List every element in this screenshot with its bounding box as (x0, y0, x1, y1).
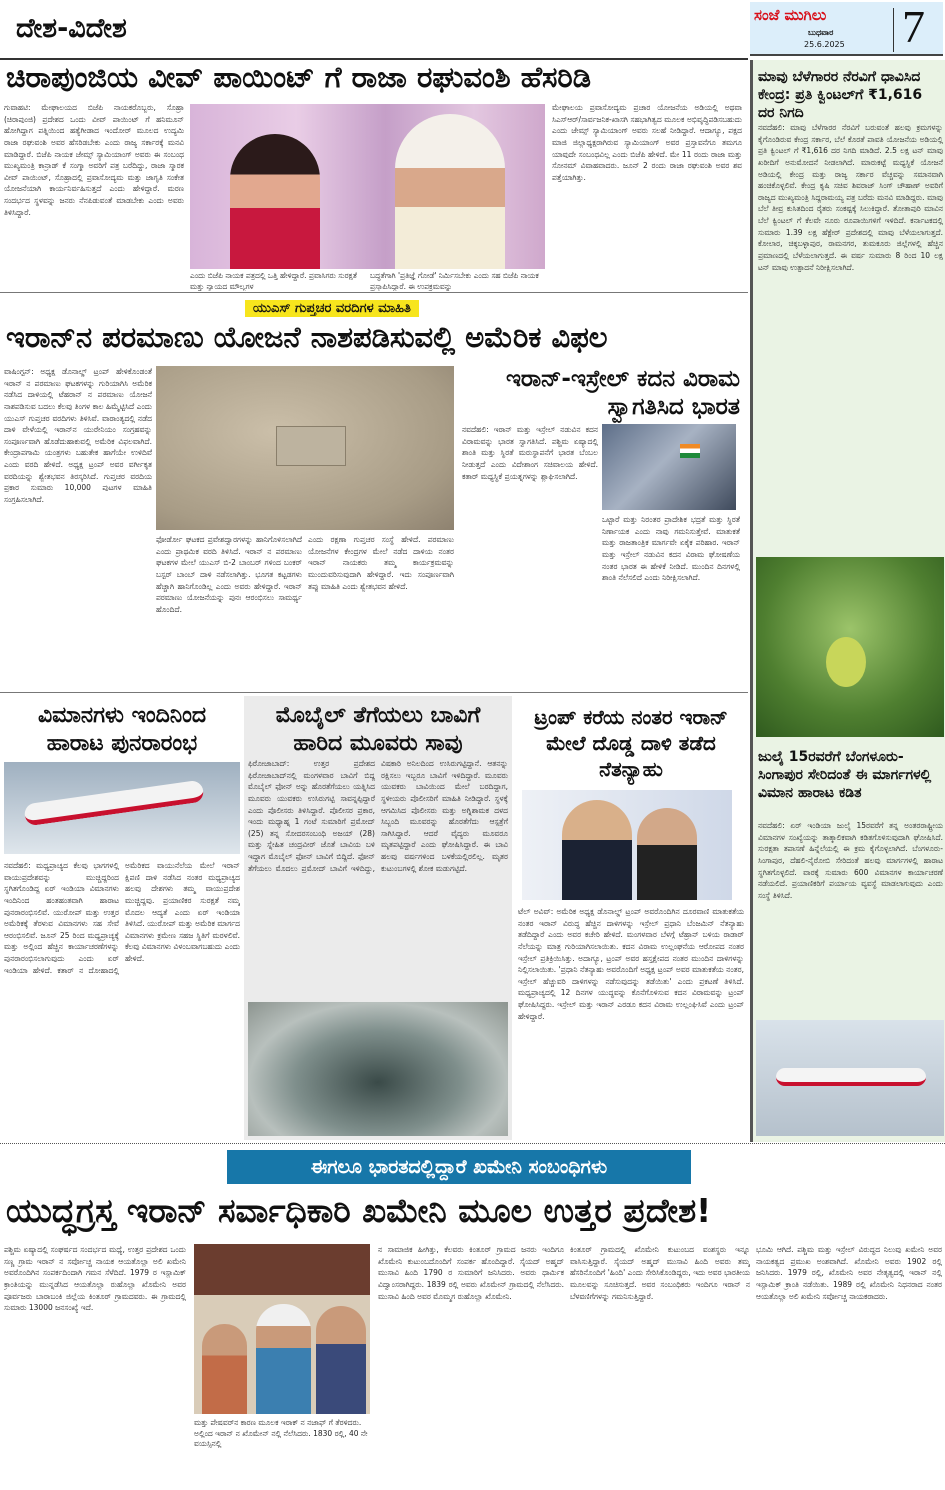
story3-col1: ನವದೆಹಲಿ: ಇರಾನ್ ಮತ್ತು ಇಸ್ರೇಲ್ ನಡುವಿನ ಕದನ ವಿರಾಮವನ್ನು ಭಾರತ ಸ್ವಾಗತಿಸಿದೆ. ಪಶ್ಚಿಮ ಏಷ್ಯಾದಲ್ಲಿ ಶಾಂತಿ ಮತ್ತು ಸ್ಥಿರತೆ ಮರುಸ್ಥಾಪನೆಗೆ ಭಾರತ ಬೆಂಬಲ ನೀಡುತ್ತದೆ ಎಂದು ವಿದೇಶಾಂಗ ಸಚಿವಾಲಯ ಹೇಳಿದೆ. ಕತಾರ್ ಮಧ್ಯಸ್ಥಿಕೆ ಪ್ರಯತ್ನಗಳನ್ನು ಶ್ಲಾಘಿಸಲಾಗಿದೆ. (462, 425, 598, 481)
story6-headline: ಟ್ರಂಪ್ ಕರೆಯ ನಂತರ ಇರಾನ್ ಮೇಲೆ ದೊಡ್ಡ ದಾಳಿ ತಡೆದ ನೆತನ್ಯಾಹು (534, 705, 728, 781)
khamenei-relatives-photo (194, 1244, 370, 1414)
divider (0, 692, 748, 693)
wedding-photo (190, 104, 545, 269)
mango-headline: ಮಾವು ಬೆಳೆಗಾರರ ನೆರವಿಗೆ ಧಾವಿಸಿದ ಕೇಂದ್ರ: ಪ್ರತಿ ಕ್ವಿಂಟಲ್‌ಗೆ ₹1,616 ದರ ನಿಗದಿ (758, 69, 923, 122)
story7-col3: ಕಿಂತೂರ್ ಗ್ರಾಮದಲ್ಲಿ ಖೊಮೇನಿ ಕುಟುಂಬದ ವಂಶಸ್ಥರು ಇನ್ನೂ ವಾಸಿಸುತ್ತಿದ್ದಾರೆ. ಸೈಯದ್ ಅಹ್ಮದ್ ಮುಸಾವಿ ಹಿಂದಿ ಅವರು ತಮ್ಮ ಹೆಸರಿನೊಂದಿಗೆ 'ಹಿಂದಿ' ಎಂದು ಸೇರಿಸಿಕೊಂಡಿದ್ದರು, ಇದು ಅವರ ಭಾರತೀಯ ಮೂಲವನ್ನು ಸೂಚಿಸುತ್ತದೆ. ಅವರ ಸಂಬಂಧಿಕರು ಇಂದಿಗೂ ಇರಾನ್ ನ ಬೆಳವಣಿಗೆಗಳನ್ನು ಗಮನಿಸುತ್ತಿದ್ದಾರೆ. (570, 1245, 750, 1301)
well-photo (248, 1002, 508, 1136)
flag (680, 444, 700, 458)
story5-box (244, 696, 512, 1140)
divider (893, 8, 894, 52)
story1-col3: ಮೇಘಾಲಯ ಪ್ರವಾಸೋದ್ಯಮ ಪ್ರಚಾರ ಯೋಜನೆಯ ಅಡಿಯಲ್ಲಿ ಅಥವಾ ಸಿಎಸ್ಆರ್/ಸಾರ್ವಜನಿಕ-ಖಾಸಗಿ ಸಹಭಾಗಿತ್ವದ ಮೂಲಕ ಅಭಿವೃದ್ಧಿಪಡಿಸಬಹುದು ಎಂದು ಜೇಮ್ಸ್ ಸ್ಯಾಮಿಯಾಂಗ್ ಅವರು ಸಲಹೆ ನೀಡಿದ್ದಾರೆ. ಆದಾಗ್ಯೂ, ಪಕ್ಷದ ಮಾಜಿ ಜಿಲ್ಲಾಧ್ಯಕ್ಷರಾಗಿರುವ ಸ್ಯಾಮಿಯಾಂಗ್ ಅವರ ಪ್ರಸ್ತಾವನೆಗೂ ತಮಗೂ ಯಾವುದೇ ಸಂಬಂಧವಿಲ್ಲ ಎಂದು ಬಿಜೆಪಿ ಹೇಳಿದೆ. ಮೇ 11 ರಂದು ರಾಜಾ ಮತ್ತು ಸೋನಮ್ ವಿವಾಹವಾದರು. ಜೂನ್ 2 ರಂದು ರಾಜಾ ರಘುವಂಶಿ ಅವರ ಶವ ಪತ್ತೆಯಾಗಿತ್ತು. (552, 103, 742, 182)
logo: ಸಂಜೆ ಮುಗಿಲು (754, 6, 827, 24)
story1-caption-2: ಬದ್ಧತೆಗಾಗಿ 'ಪ್ರತಿಜ್ಞೆ ಗೋಡೆ' ನಿರ್ಮಿಸಬೇಕು ಎಂದು ಸಹ ಬಿಜೆಪಿ ನಾಯಕ ಪ್ರಸ್ತಾಪಿಸಿದ್ದಾರೆ. ಈ ಉಪಕ್ರಮವನ್ನು (370, 271, 539, 291)
story7-headline: ಯುದ್ಧಗ್ರಸ್ತ ಇರಾನ್ ಸರ್ವಾಧಿಕಾರಿ ಖಮೇನಿ ಮೂಲ ಉತ್ತರ ಪ್ರದೇಶ! (6, 1191, 712, 1230)
mango-body: ನವದೆಹಲಿ: ಮಾವು ಬೆಳೆಗಾರರ ನೆರವಿಗೆ ಬರುವಂತೆ ಹಲವು ಕ್ರಮಗಳನ್ನು ಕೈಗೊಂಡಿರುವ ಕೇಂದ್ರ ಸರ್ಕಾರ, ಬೆಲೆ ಕೊರತೆ ಪಾವತಿ ಯೋಜನೆಯ ಅಡಿಯಲ್ಲಿ ಪ್ರತಿ ಕ್ವಿಂಟಲ್ ಗೆ ₹1,616 ದರ ನಿಗದಿ ಮಾಡಿದೆ. 2.5 ಲಕ್ಷ ಟನ್ ಮಾವು ಖರೀದಿಗೆ ಅನುಮೋದನೆ ನೀಡಲಾಗಿದೆ. ಮಾರುಕಟ್ಟೆ ಮಧ್ಯಸ್ಥಿಕೆ ಯೋಜನೆ ಅಡಿಯಲ್ಲಿ ಕೇಂದ್ರ ಮತ್ತು ರಾಜ್ಯ ಸರ್ಕಾರ ವೆಚ್ಚವನ್ನು ಸಮಾನವಾಗಿ ಹಂಚಿಕೊಳ್ಳಲಿವೆ. ಕೇಂದ್ರ ಕೃಷಿ ಸಚಿವ ಶಿವರಾಜ್ ಸಿಂಗ್ ಚೌಹಾಣ್ ಅವರಿಗೆ ರಾಜ್ಯದ ಮುಖ್ಯಮಂತ್ರಿ ಸಿದ್ದರಾಮಯ್ಯ ಪತ್ರ ಬರೆದು ಮನವಿ ಮಾಡಿದ್ದರು. ಮಾವು ಬೆಲೆ ತೀವ್ರ ಕುಸಿತದಿಂದ ರೈತರು ಸಂಕಷ್ಟಕ್ಕೆ ಸಿಲುಕಿದ್ದಾರೆ. ತೋತಾಪುರಿ ಮಾವಿನ ಬೆಲೆ ಕ್ವಿಂಟಲ್ ಗೆ ಕೆಲವೇ ನೂರು ರೂಪಾಯಿಗಳಿಗೆ ಇಳಿದಿದೆ. ಕರ್ನಾಟಕದಲ್ಲಿ ಸುಮಾರು 1.39 ಲಕ್ಷ ಹೆಕ್ಟೇರ್ ಪ್ರದೇಶದಲ್ಲಿ ಮಾವು ಬೆಳೆಯಲಾಗುತ್ತದೆ. ಕೋಲಾರ, ಚಿಕ್ಕಬಳ್ಳಾಪುರ, ರಾಮನಗರ, ತುಮಕೂರು ಜಿಲ್ಲೆಗಳಲ್ಲಿ ಹೆಚ್ಚಿನ ಪ್ರಮಾಣದಲ್ಲಿ ಬೆಳೆಯಲಾಗುತ್ತದೆ. ಈ ವರ್ಷ ಸುಮಾರು 8 ರಿಂದ 10 ಲಕ್ಷ ಟನ್ ಮಾವು ಉತ್ಪಾದನೆ ನಿರೀಕ್ಷಿಸಲಾಗಿದೆ. (758, 123, 943, 272)
story1-headline: ಚಿರಾಪುಂಜಿಯ ವೀವ್ ಪಾಯಿಂಟ್ ಗೆ ರಾಜಾ ರಘುವಂಶಿ ಹೆಸರಿಡಿ (6, 60, 592, 94)
air-india-flight-photo (4, 762, 240, 854)
story2-kicker: ಯುಎಸ್ ಗುಪ್ತಚರ ವರದಿಗಳ ಮಾಹಿತಿ (245, 300, 419, 317)
person (202, 1324, 247, 1414)
divider (0, 1143, 945, 1145)
satellite-image (156, 366, 454, 530)
story7-caption: ಮತ್ತು ಪೇಷವರ್‌ನ ಕಾರಣ ಮೂಲಕ ಇರಾಕ್ ನ ನಜಾಫ್ ಗೆ ತೆರಳಿದರು. ಅಲ್ಲಿಂದ ಇರಾನ್ ನ ಖೊಮೇನ್ ನಲ್ಲಿ ನೆಲೆಸಿದರು. 1830 ರಲ್ಲಿ, 40 ನೇ ವಯಸ್ಸಿನಲ್ಲಿ (194, 1418, 368, 1448)
story2-col1: ವಾಷಿಂಗ್ಟನ್: ಅಧ್ಯಕ್ಷ ಡೊನಾಲ್ಡ್ ಟ್ರಂಪ್ ಹೇಳಿಕೊಂಡಂತೆ ಇರಾನ್ ನ ಪರಮಾಣು ಘಟಕಗಳನ್ನು ಗುರಿಯಾಗಿಸಿ ಅಮೆರಿಕ ನಡೆಸಿದ ದಾಳಿಯಲ್ಲಿ ಟೆಹರಾನ್ ನ ಪರಮಾಣು ಯೋಜನೆ ನಾಶಪಡಿಸುವ ಬದಲು ಕೆಲವು ತಿಂಗಳ ಕಾಲ ಹಿಮ್ಮೆಟ್ಟಿಸಿದೆ ಎಂದು ಯುಎಸ್ ಗುಪ್ತಚರ ವರದಿಗಳು ತಿಳಿಸಿವೆ. ವಾರಾಂತ್ಯದಲ್ಲಿ ನಡೆದ ದಾಳಿ ವೇಳೆಯಲ್ಲಿ ಇರಾನ್‌ನ ಯುರೇನಿಯಂ ಸಂಗ್ರಹವನ್ನು ಸಂಪೂರ್ಣವಾಗಿ ಹೊಡೆದುಹಾಕುವಲ್ಲಿ ಅಮೆರಿಕ ವಿಫಲವಾಗಿದೆ. ಕೇಂದ್ರಾಪಗಾಮಿ ಯಂತ್ರಗಳು ಬಹುತೇಕ ಹಾಗೆಯೇ ಉಳಿದಿವೆ ಎಂದು ವರದಿ ಹೇಳಿದೆ. ಅಧ್ಯಕ್ಷ ಟ್ರಂಪ್ ಅವರ ವರ್ಗೀಕೃತ ವರದಿಯನ್ನು ಶ್ವೇತಭವನ ತಿರಸ್ಕರಿಸಿದೆ. ಗುಪ್ತಚರ ವರದಿಯ ಪ್ರಕಾರ ಸುಮಾರು 10,000 ಪುಟಗಳ ಮಾಹಿತಿ ಸಂಗ್ರಹಿಸಲಾಗಿದೆ. (4, 367, 152, 504)
person (316, 1306, 366, 1414)
story4-headline: ವಿಮಾನಗಳು ಇಂದಿನಿಂದ ಹಾರಾಟ ಪುನರಾರಂಭ (37, 703, 207, 756)
plane (23, 780, 204, 827)
mangoes (826, 637, 866, 687)
story2-col3: ಎಂದು ರಕ್ಷಣಾ ಗುಪ್ತಚರ ಸಂಸ್ಥೆ ಹೇಳಿದೆ. ಪರಮಾಣು ಯೋಜನೆಗಳ ಕೇಂದ್ರಗಳ ಮೇಲೆ ನಡೆದ ದಾಳಿಯ ನಂತರ ಇರಾನ್ ನಾಯಕರು ತಮ್ಮ ಕಾರ್ಯಕ್ರಮವನ್ನು ಮುಂದುವರಿಸುವುದಾಗಿ ಹೇಳಿದ್ದಾರೆ. ಇದು ಸಂಪೂರ್ಣವಾಗಿ ತಪ್ಪು ಮಾಹಿತಿ ಎಂದು ಶ್ವೇತಭವನ ಹೇಳಿದೆ. (308, 535, 454, 591)
story5-body: ಫಿರೋಜಾಬಾದ್: ಉತ್ತರ ಪ್ರದೇಶದ ಫಿರೋಜಾಬಾದ್‌ನಲ್ಲಿ ಮಂಗಳವಾರ ಬಾವಿಗೆ ಬಿದ್ದ ಮೊಬೈಲ್ ಫೋನ್ ಅನ್ನು ಹೊರತೆಗೆಯಲು ಯತ್ನಿಸಿದ ಮೂವರು ಯುವಕರು ಉಸಿರುಗಟ್ಟಿ ಸಾವನ್ನಪ್ಪಿದ್ದಾರೆ ಎಂದು ಪೊಲೀಸರು ತಿಳಿಸಿದ್ದಾರೆ. ಪೊಲೀಸರ ಪ್ರಕಾರ, ಇಂದು ಮಧ್ಯಾಹ್ನ 1 ಗಂಟೆ ಸುಮಾರಿಗೆ ಪ್ರಮೋದ್ (25) ತನ್ನ ಸೋದರಸಂಬಂಧಿ ಅಜಯ್ (28) ಮತ್ತು ಸ್ನೇಹಿತ ಚಂದ್ರವೀರ್ ಜೊತೆ ಬಾವಿಯ ಬಳಿ ಇದ್ದಾಗ ಮೊಬೈಲ್ ಫೋನ್ ಬಾವಿಗೆ ಬಿದ್ದಿದೆ. ಫೋನ್ ತೆಗೆಯಲು ಮೊದಲು ಪ್ರಮೋದ್ ಬಾವಿಗೆ ಇಳಿದಿದ್ದು, ವಿಷಕಾರಿ ಅನಿಲದಿಂದ ಉಸಿರುಗಟ್ಟಿದ್ದಾನೆ. ಆತನನ್ನು ರಕ್ಷಿಸಲು ಇಬ್ಬರೂ ಬಾವಿಗೆ ಇಳಿದಿದ್ದಾರೆ. ಮೂವರು ಯುವಕರು ಬಾವಿಯಿಂದ ಮೇಲೆ ಬರದಿದ್ದಾಗ, ಸ್ಥಳೀಯರು ಪೊಲೀಸರಿಗೆ ಮಾಹಿತಿ ನೀಡಿದ್ದಾರೆ. ಸ್ಥಳಕ್ಕೆ ಆಗಮಿಸಿದ ಪೊಲೀಸರು ಮತ್ತು ಅಗ್ನಿಶಾಮಕ ದಳದ ಸಿಬ್ಬಂದಿ ಮೂವರನ್ನು ಹೊರತೆಗೆದು ಆಸ್ಪತ್ರೆಗೆ ಸಾಗಿಸಿದ್ದಾರೆ. ಆದರೆ ವೈದ್ಯರು ಮೂವರೂ ಮೃತಪಟ್ಟಿದ್ದಾರೆ ಎಂದು ಘೋಷಿಸಿದ್ದಾರೆ. ಈ ಬಾವಿ ಹಲವು ವರ್ಷಗಳಿಂದ ಬಳಕೆಯಲ್ಲಿರಲಿಲ್ಲ. ಮೃತರ ಕುಟುಂಬಗಳಲ್ಲಿ ಶೋಕ ಮಡುಗಟ್ಟಿದೆ. (248, 759, 508, 873)
section-title: ದೇಶ-ವಿದೇಶ (16, 13, 127, 44)
groom-figure (395, 114, 505, 269)
story3-headline: ಇರಾನ್-ಇಸ್ರೇಲ್ ಕದನ ವಿರಾಮ ಸ್ವಾಗತಿಸಿದ ಭಾರತ (505, 366, 740, 420)
person (256, 1304, 311, 1414)
story4-body: ನವದೆಹಲಿ: ಮಧ್ಯಪ್ರಾಚ್ಯದ ಕೆಲವು ಭಾಗಗಳಲ್ಲಿ ವಾಯುಪ್ರದೇಶವನ್ನು ಮುಚ್ಚಿದ್ದರಿಂದ ಸ್ಥಗಿತಗೊಂಡಿದ್ದ ಏರ್ ಇಂಡಿಯಾ ವಿಮಾನಗಳು ಇಂದಿನಿಂದ ಹಂತಹಂತವಾಗಿ ಹಾರಾಟ ಪುನರಾರಂಭಿಸಲಿವೆ. ಯುರೋಪ್ ಮತ್ತು ಉತ್ತರ ಅಮೆರಿಕಕ್ಕೆ ತೆರಳುವ ವಿಮಾನಗಳು ಸಹ ಸೇವೆ ಆರಂಭಿಸಲಿವೆ. ಜೂನ್ 25 ರಿಂದ ಮಧ್ಯಪ್ರಾಚ್ಯಕ್ಕೆ ಮತ್ತು ಅಲ್ಲಿಂದ ಹೆಚ್ಚಿನ ಕಾರ್ಯಾಚರಣೆಗಳನ್ನು ಪುನರಾರಂಭಿಸಲಾಗುವುದು ಎಂದು ಏರ್ ಇಂಡಿಯಾ ಹೇಳಿದೆ. ಕತಾರ್ ನ ದೋಹಾದಲ್ಲಿ ಅಮೆರಿಕದ ವಾಯುನೆಲೆಯ ಮೇಲೆ ಇರಾನ್ ಕ್ಷಿಪಣಿ ದಾಳಿ ನಡೆಸಿದ ನಂತರ ಮಧ್ಯಪ್ರಾಚ್ಯದ ಹಲವು ದೇಶಗಳು ತಮ್ಮ ವಾಯುಪ್ರದೇಶ ಮುಚ್ಚಿದ್ದವು. ಪ್ರಯಾಣಿಕರ ಸುರಕ್ಷತೆ ನಮ್ಮ ಮೊದಲ ಆದ್ಯತೆ ಎಂದು ಏರ್ ಇಂಡಿಯಾ ತಿಳಿಸಿದೆ. ಯುರೋಪ್ ಮತ್ತು ಅಮೆರಿಕ ಮಾರ್ಗದ ವಿಮಾನಗಳು ಕ್ರಮೇಣ ಸಹಜ ಸ್ಥಿತಿಗೆ ಮರಳಲಿವೆ. ಕೆಲವು ವಿಮಾನಗಳು ವಿಳಂಬವಾಗಬಹುದು ಎಂದು ಹೇಳಿದೆ. (4, 861, 240, 975)
story5-headline: ಮೊಬೈಲ್ ತೆಗೆಯಲು ಬಾವಿಗೆ ಹಾರಿದ ಮೂವರು ಸಾವು (275, 703, 481, 756)
bride-figure (230, 134, 320, 269)
story3-col2: ಒಟ್ಟಾರೆ ಮತ್ತು ನಿರಂತರ ಪ್ರಾದೇಶಿಕ ಭದ್ರತೆ ಮತ್ತು ಸ್ಥಿರತೆ ನಿರ್ಣಾಯಕ ಎಂದು ನಾವು ಗಮನಿಸುತ್ತೇವೆ. ಮಾತುಕತೆ ಮತ್ತು ರಾಜತಾಂತ್ರಿಕ ಮಾರ್ಗವೇ ಏಕೈಕ ಪರಿಹಾರ. ಇರಾನ್ ಮತ್ತು ಇಸ್ರೇಲ್ ನಡುವಿನ ಕದನ ವಿರಾಮ ಘೋಷಣೆಯ ನಂತರ ಭಾರತ ಈ ಹೇಳಿಕೆ ನೀಡಿದೆ. ಮುಂದಿನ ದಿನಗಳಲ್ಲಿ ಶಾಂತಿ ನೆಲೆಸಲಿದೆ ಎಂದು ನಿರೀಕ್ಷಿಸಲಾಗಿದೆ. (602, 515, 740, 583)
story7-col4: ಭೂಮಿ ಆಗಿದೆ. ಪಶ್ಚಿಮ ಮತ್ತು ಇಸ್ರೇಲ್ ವಿರುದ್ಧದ ನಿಲುವು ಖಮೇನಿ ಅವರ ನಾಯಕತ್ವದ ಪ್ರಮುಖ ಅಂಶವಾಗಿದೆ. ಖೊಮೇನಿ ಅವರು 1902 ರಲ್ಲಿ ಜನಿಸಿದರು. 1979 ರಲ್ಲಿ, ಖೊಮೇನಿ ಅವರ ನೇತೃತ್ವದಲ್ಲಿ ಇರಾನ್ ನಲ್ಲಿ ಇಸ್ಲಾಮಿಕ್ ಕ್ರಾಂತಿ ನಡೆಯಿತು. 1989 ರಲ್ಲಿ ಖೊಮೇನಿ ನಿಧನರಾದ ನಂತರ ಆಯತೊಲ್ಲಾ ಅಲಿ ಖಮೇನಿ ಸರ್ವೋಚ್ಚ ನಾಯಕರಾದರು. (756, 1245, 942, 1301)
date: 25.6.2025 (804, 40, 845, 49)
plane (776, 1068, 926, 1086)
facility (276, 426, 346, 466)
story7-col1: ಪಶ್ಚಿಮ ಏಷ್ಯಾದಲ್ಲಿ ಸಂಘರ್ಷದ ಸಂದರ್ಭದ ಮಧ್ಯೆ, ಉತ್ತರ ಪ್ರದೇಶದ ಒಂದು ಸಣ್ಣ ಗ್ರಾಮ ಇರಾನ್ ನ ಸರ್ವೋಚ್ಚ ನಾಯಕ ಆಯತೊಲ್ಲಾ ಅಲಿ ಖಮೇನಿ ಅವರೊಂದಿಗಿನ ಸಂಪರ್ಕದಿಂದಾಗಿ ಗಮನ ಸೆಳೆದಿದೆ. 1979 ರ ಇಸ್ಲಾಮಿಕ್ ಕ್ರಾಂತಿಯನ್ನು ಮುನ್ನಡೆಸಿದ ಆಯತೊಲ್ಲಾ ರುಹೊಲ್ಲಾ ಖೊಮೇನಿ ಅವರ ಪೂರ್ವಜರು ಬಾರಾಬಂಕಿ ಜಿಲ್ಲೆಯ ಕಿಂತೂರ್ ಗ್ರಾಮದವರು. ಈ ಗ್ರಾಮದಲ್ಲಿ ಸುಮಾರು 13000 ಜನಸಂಖ್ಯೆ ಇದೆ. (4, 1245, 186, 1313)
evacuees-photo (602, 424, 736, 510)
story1-caption-1: ಎಂದು ಬಿಜೆಪಿ ನಾಯಕ ಪತ್ರದಲ್ಲಿ ಒತ್ತಿ ಹೇಳಿದ್ದಾರೆ. ಪ್ರವಾಸಿಗರು ಸುರಕ್ಷತೆ ಮತ್ತು ನ್ಯಾಯದ ಮೌಲ್ಯಗಳ (190, 271, 357, 291)
story7-banner: ಈಗಲೂ ಭಾರತದಲ್ಲಿದ್ದಾರೆ ಖಮೇನಿ ಸಂಬಂಧಿಗಳು (227, 1150, 691, 1184)
trump-netanyahu-photo (522, 790, 732, 900)
story1-col1: ಗುವಾಹಟಿ: ಮೇಘಾಲಯದ ಬಿಜೆಪಿ ನಾಯಕರೊಬ್ಬರು, ಸೊಹ್ರಾ (ಚಿರಾಪುಂಜಿ) ಪ್ರದೇಶದ ಒಂದು ವೀವ್ ಪಾಯಿಂಟ್ ಗೆ ಹನಿಮೂನ್ ಹೋಗಿದ್ದಾಗ ಪತ್ನಿಯಿಂದ ಹತ್ಯೆಗೀಡಾದ ಇಂದೋರ್ ಮೂಲದ ಉದ್ಯಮಿ ರಾಜಾ ರಘುವಂಶಿ ಅವರ ಹೆಸರಿಡಬೇಕು ಎಂದು ರಾಜ್ಯ ಸರ್ಕಾರಕ್ಕೆ ಮನವಿ ಮಾಡಿದ್ದಾರೆ. ಬಿಜೆಪಿ ನಾಯಕ ಜೇಮ್ಸ್ ಸ್ಯಾಮಿಯಾಂಗ್ ಅವರು ಈ ಸಂಬಂಧ ಮುಖ್ಯಮಂತ್ರಿ ಕಾನ್ರಾಡ್ ಕೆ ಸಂಗ್ಮಾ ಅವರಿಗೆ ಪತ್ರ ಬರೆದಿದ್ದು, ರಾಜಾ ಸ್ಮಾರಕ ವೀವ್ ಪಾಯಿಂಟ್, ಸೊಹ್ರಾದಲ್ಲಿ ಪ್ರವಾಸೋದ್ಯಮ ಮತ್ತು ಜಾಗೃತಿ ಸಂಕೇತ ಯೋಜನೆಯಾಗಿ ಕಾರ್ಯನಿರ್ವಹಿಸುತ್ತದೆ ಎಂದು ಹೇಳಿದ್ದಾರೆ. ಮರಣ ಸಂದರ್ಭದ ಸ್ಥಳವನ್ನು ಜನರು ನೆನಪಿಡುವಂತೆ ಮಾಡಬೇಕು ಎಂದು ಅವರು ತಿಳಿಸಿದ್ದಾರೆ. (4, 103, 184, 217)
mango-tree-photo (756, 557, 944, 737)
divider (0, 292, 748, 293)
air-india-plane-photo (756, 1020, 944, 1136)
day: ಬುಧವಾರ (808, 28, 834, 37)
flight-cut-headline: ಜುಲೈ 15ರವರೆಗೆ ಬೆಂಗಳೂರು-ಸಿಂಗಾಪುರ ಸೇರಿದಂತೆ ಈ ಮಾರ್ಗಗಳಲ್ಲಿ ವಿಮಾನ ಹಾರಾಟ ಕಡಿತ (758, 749, 932, 802)
flight-cut-body: ನವದೆಹಲಿ: ಏರ್ ಇಂಡಿಯಾ ಜುಲೈ 15ರವರೆಗೆ ತನ್ನ ಅಂತರರಾಷ್ಟ್ರೀಯ ವಿಮಾನಗಳ ಸಂಖ್ಯೆಯನ್ನು ತಾತ್ಕಾಲಿಕವಾಗಿ ಕಡಿತಗೊಳಿಸುವುದಾಗಿ ಘೋಷಿಸಿದೆ. ಸುರಕ್ಷತಾ ತಪಾಸಣೆ ಹಿನ್ನೆಲೆಯಲ್ಲಿ ಈ ಕ್ರಮ ಕೈಗೊಳ್ಳಲಾಗಿದೆ. ಬೆಂಗಳೂರು-ಸಿಂಗಾಪುರ, ದೆಹಲಿ-ನೈರೋಬಿ ಸೇರಿದಂತೆ ಹಲವು ಮಾರ್ಗಗಳಲ್ಲಿ ಹಾರಾಟ ಸ್ಥಗಿತಗೊಳ್ಳಲಿದೆ. ವಾರಕ್ಕೆ ಸುಮಾರು 600 ವಿಮಾನಗಳ ಕಾರ್ಯಾಚರಣೆ ನಡೆಯಲಿದೆ. ಪ್ರಯಾಣಿಕರಿಗೆ ಪರ್ಯಾಯ ವ್ಯವಸ್ಥೆ ಮಾಡಲಾಗುವುದು ಎಂದು ಸಂಸ್ಥೆ ತಿಳಿಸಿದೆ. (758, 821, 943, 900)
page-number: 7 (902, 1, 925, 52)
story7-col2: ನ ಸಾಮಾಜಿಕ ಹೀಗಿತ್ತು, ಕೆಲವರು ಕಿಂತೂರ್ ಗ್ರಾಮದ ಜನರು ಇಂದಿಗೂ ಖೊಮೇನಿ ಕುಟುಂಬದೊಂದಿಗೆ ಸಂಪರ್ಕ ಹೊಂದಿದ್ದಾರೆ. ಸೈಯದ್ ಅಹ್ಮದ್ ಮುಸಾವಿ ಹಿಂದಿ 1790 ರ ಸುಮಾರಿಗೆ ಜನಿಸಿದರು. ಅವರು ಧಾರ್ಮಿಕ ವಿದ್ವಾಂಸರಾಗಿದ್ದರು. 1839 ರಲ್ಲಿ ಅವರು ಖೊಮೇನ್ ಗ್ರಾಮದಲ್ಲಿ ನೆಲೆಸಿದರು. ಮುಸಾವಿ ಹಿಂದಿ ಅವರ ಮೊಮ್ಮಗ ರುಹೊಲ್ಲಾ ಖೊಮೇನಿ. (378, 1245, 564, 1301)
person-right (637, 808, 697, 900)
person-left (562, 800, 632, 900)
story2-col2: ಫೋರ್ಡೋ ಘಟಕದ ಪ್ರವೇಶದ್ವಾರಗಳನ್ನು ಹಾನಿಗೊಳಿಸಲಾಗಿದೆ ಎಂದು ಪ್ರಾಥಮಿಕ ವರದಿ ತಿಳಿಸಿದೆ. ಇರಾನ್ ನ ಪರಮಾಣು ಘಟಕಗಳ ಮೇಲೆ ಯುಎಸ್ ಬಿ-2 ಬಾಂಬರ್ ಗಳಿಂದ ಬಂಕರ್ ಬಸ್ಟರ್ ಬಾಂಬ್ ದಾಳಿ ನಡೆಸಲಾಗಿತ್ತು. ಭೂಗತ ಕಟ್ಟಡಗಳು ಹೆಚ್ಚಾಗಿ ಹಾನಿಗೊಂಡಿಲ್ಲ ಎಂದು ಅವರು ಹೇಳಿದ್ದಾರೆ. ಇರಾನ್ ಪರಮಾಣು ಯೋಜನೆಯನ್ನು ಪುನಃ ಆರಂಭಿಸಲು ಸಾಮರ್ಥ್ಯ ಹೊಂದಿದೆ. (156, 535, 302, 614)
masthead (750, 2, 943, 56)
story2-headline: ಇರಾನ್‌ನ ಪರಮಾಣು ಯೋಜನೆ ನಾಶಪಡಿಸುವಲ್ಲಿ ಅಮೆರಿಕ ವಿಫಲ (6, 320, 608, 354)
sidebar (750, 60, 945, 1142)
story6-body: ಟೆಲ್ ಅವಿವ್: ಅಮೆರಿಕ ಅಧ್ಯಕ್ಷ ಡೊನಾಲ್ಡ್ ಟ್ರಂಪ್ ಅವರೊಂದಿಗಿನ ದೂರವಾಣಿ ಮಾತುಕತೆಯ ನಂತರ ಇರಾನ್ ವಿರುದ್ಧ ಹೆಚ್ಚಿನ ದಾಳಿಗಳನ್ನು ಇಸ್ರೇಲ್ ಪ್ರಧಾನಿ ಬೆಂಜಮಿನ್ ನೆತನ್ಯಾಹು ತಡೆದಿದ್ದಾರೆ ಎಂದು ಅವರ ಕಚೇರಿ ಹೇಳಿದೆ. ಮಂಗಳವಾರ ಬೆಳಗ್ಗೆ ಟೆಹ್ರಾನ್ ಬಳಿಯ ರಾಡಾರ್ ನೆಲೆಯನ್ನು ಮಾತ್ರ ಗುರಿಯಾಗಿಸಲಾಯಿತು. ಕದನ ವಿರಾಮ ಉಲ್ಲಂಘನೆಯ ಆರೋಪದ ನಂತರ ಇಸ್ರೇಲ್ ಪ್ರತಿಕ್ರಿಯಿಸಿತ್ತು. ಅದಾಗ್ಯೂ, ಟ್ರಂಪ್ ಅವರ ಹಸ್ತಕ್ಷೇಪದ ನಂತರ ಮುಂದಿನ ದಾಳಿಗಳನ್ನು ನಿಲ್ಲಿಸಲಾಯಿತು. 'ಪ್ರಧಾನಿ ನೆತನ್ಯಾಹು ಅವರೊಂದಿಗೆ ಅಧ್ಯಕ್ಷ ಟ್ರಂಪ್ ಅವರ ಮಾತುಕತೆಯ ನಂತರ, ಇಸ್ರೇಲ್ ಹೆಚ್ಚುವರಿ ದಾಳಿಗಳನ್ನು ನಡೆಸುವುದನ್ನು ತಡೆಯಿತು' ಎಂದು ಪ್ರಕಟಣೆ ತಿಳಿಸಿದೆ. ಮಧ್ಯಪ್ರಾಚ್ಯದಲ್ಲಿ 12 ದಿನಗಳ ಯುದ್ಧವನ್ನು ಕೊನೆಗೊಳಿಸುವ ಕದನ ವಿರಾಮವನ್ನು ಟ್ರಂಪ್ ಘೋಷಿಸಿದ್ದರು. ಇಸ್ರೇಲ್ ಮತ್ತು ಇರಾನ್ ಎರಡೂ ಕದನ ವಿರಾಮ ಉಲ್ಲಂಘಿಸಿವೆ ಎಂದು ಟ್ರಂಪ್ ಹೇಳಿದ್ದಾರೆ. (518, 907, 744, 1021)
